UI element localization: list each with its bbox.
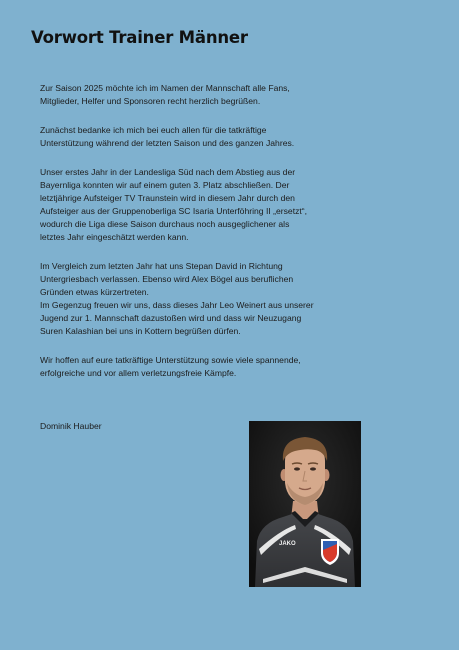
- paragraph-roster-changes: [40, 260, 360, 338]
- jersey-brand-label: JAKO: [279, 541, 296, 547]
- text-line: Untergriesbach verlassen. Ebenso wird Alex Bögel aus beruflichen: [40, 274, 294, 284]
- text-line: letztes Jahr eingeschätzt werden kann.: [40, 232, 189, 242]
- text-line: Bayernliga konnten wir auf einem guten 3. Platz abschließen. Der: [40, 180, 290, 190]
- text-line: Zunächst bedanke ich mich bei euch allen für die tatkräftige: [40, 125, 267, 135]
- text-line: Suren Kalashian bei uns in Kottern begrüßen dürfen.: [40, 326, 241, 336]
- text-line: Im Vergleich zum letzten Jahr hat uns Stepan David in Richtung: [40, 261, 283, 271]
- text-line: letztjährige Aufsteiger TV Traunstein wird in diesem Jahr durch den: [40, 193, 295, 203]
- paragraph-greeting: [40, 82, 360, 108]
- text-line: Unser erstes Jahr in der Landesliga Süd nach dem Abstieg aus der: [40, 167, 296, 177]
- coach-portrait-illustration: [249, 421, 361, 587]
- text-line: Gründen etwas kürzertreten.: [40, 287, 149, 297]
- body-text: [40, 82, 360, 396]
- text-line: Mitglieder, Helfer und Sponsoren recht herzlich begrüßen.: [40, 96, 261, 106]
- author-signature: Dominik Hauber: [40, 421, 102, 431]
- text-line: Im Gegenzug freuen wir uns, dass dieses Jahr Leo Weinert aus unserer: [40, 300, 314, 310]
- text-line: Unterstützung während der letzten Saison und des ganzen Jahres.: [40, 138, 295, 148]
- paragraph-thanks: [40, 124, 360, 150]
- text-line: erfolgreiche und vor allem verletzungsfreie Kämpfe.: [40, 368, 237, 378]
- text-line: Aufsteiger aus der Gruppenoberliga SC Isaria Unterföhring II „ersetzt“,: [40, 206, 308, 216]
- text-line: Zur Saison 2025 möchte ich im Namen der Mannschaft alle Fans,: [40, 83, 290, 93]
- page-title: Vorwort Trainer Männer: [31, 28, 248, 47]
- text-line: Wir hoffen auf eure tatkräftige Unterstützung sowie viele spannende,: [40, 355, 301, 365]
- paragraph-closing: [40, 354, 360, 380]
- text-line: wodurch die Liga diese Saison durchaus noch ausgeglichener als: [40, 219, 290, 229]
- text-line: Jugend zur 1. Mannschaft dazustoßen wird und dass wir Neuzugang: [40, 313, 302, 323]
- coach-portrait: [249, 421, 361, 587]
- paragraph-season-review: [40, 166, 360, 244]
